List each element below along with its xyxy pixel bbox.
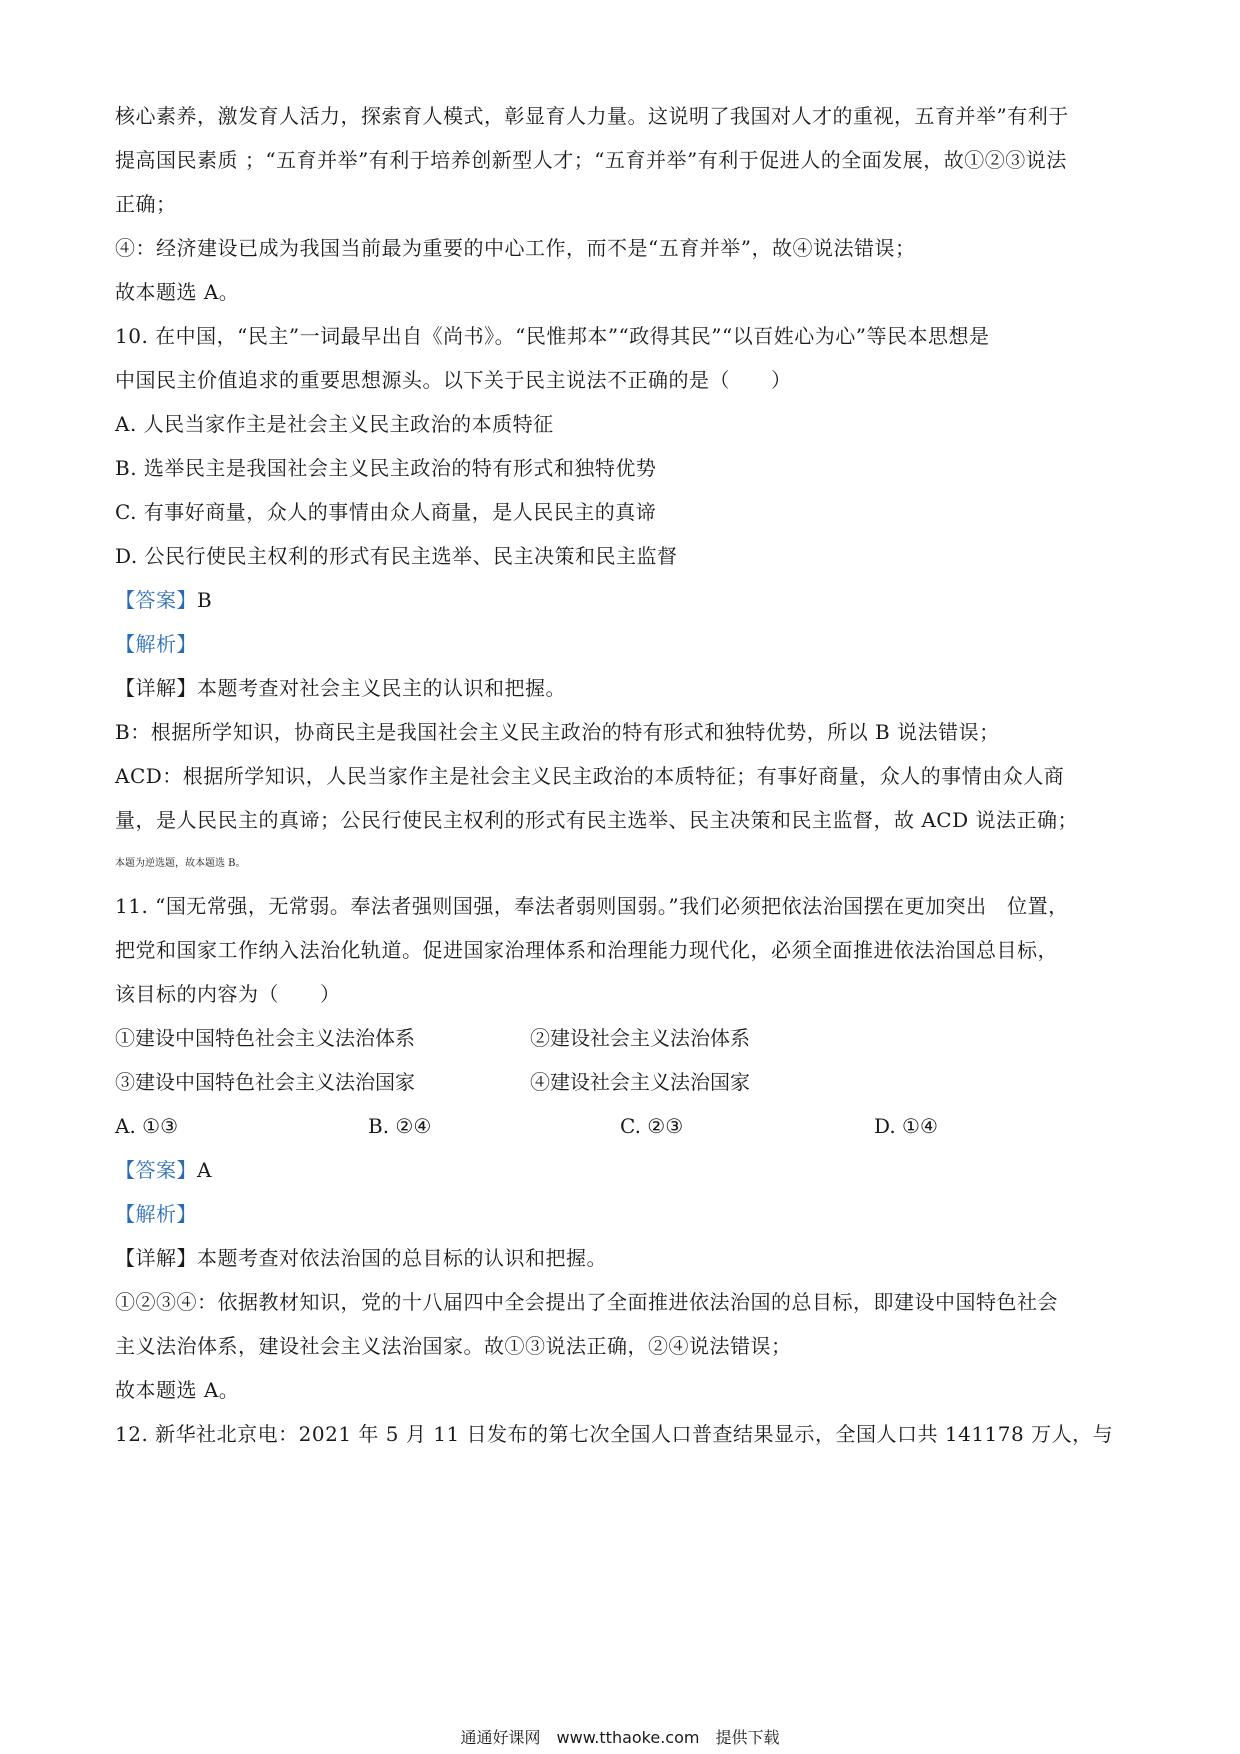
detail-text: 本题考查对依法治国的总目标的认识和把握。 (197, 1246, 607, 1270)
question-10-stem: 中国民主价值追求的重要思想源头。以下关于民主说法不正确的是（ ） (115, 368, 792, 392)
question-11-stem: 11. “国无常强，无常弱。奉法者强则国强，奉法者弱则国弱。”我们必须把依法治国摆在更加突出 位置， (115, 894, 1069, 918)
answer-tag: 【答案】 (115, 588, 197, 612)
statement-2: ②建设社会主义法治体系 (530, 1026, 750, 1050)
question-11-option-a: A. ①③ (115, 1114, 179, 1138)
detail-10 (115, 674, 566, 702)
question-11-stem: 把党和国家工作纳入法治化轨道。促进国家治理体系和治理能力现代化，必须全面推进依法治国总目标， (115, 938, 1058, 962)
explanation-line: ①②③④：依据教材知识，党的十八届四中全会提出了全面推进依法治国的总目标，即建设中国特色社会 (115, 1290, 1058, 1314)
page-footer: 通通好课网 www.tthaoke.com 提供下载 (460, 1728, 780, 1747)
question-11-stem: 该目标的内容为（ ） (115, 982, 341, 1006)
answer-11 (115, 1156, 212, 1184)
explanation-line: 量，是人民民主的真谛；公民行使民主权利的形式有民主选举、民主决策和民主监督，故 ACD 说法正确； (115, 808, 1078, 832)
detail-11 (115, 1244, 607, 1272)
question-11-option-d: D. ①④ (874, 1114, 938, 1138)
detail-text: 本题考查对社会主义民主的认识和把握。 (197, 676, 566, 700)
answer-10 (115, 586, 212, 614)
explanation-line: ACD：根据所学知识，人民当家作主是社会主义民主政治的本质特征；有事好商量，众人的事情由众人商 (115, 764, 1065, 788)
question-10-option-d: D. 公民行使民主权利的形式有民主选举、民主决策和民主监督 (115, 544, 678, 568)
explanation-line: B：根据所学知识，协商民主是我国社会主义民主政治的特有形式和独特优势，所以 B 说法错误； (115, 720, 1000, 744)
question-12-stem: 12. 新华社北京电：2021 年 5 月 11 日发布的第七次全国人口普查结果显示，全国人口共 141178 万人，与 (115, 1422, 1114, 1446)
statement-1: ①建设中国特色社会主义法治体系 (115, 1026, 415, 1050)
answer-tag: 【答案】 (115, 1158, 197, 1182)
explanation-line: 故本题选 A。 (115, 1378, 240, 1402)
answer-value: B (197, 588, 213, 612)
question-11-option-b: B. ②④ (368, 1114, 432, 1138)
explanation-line: 主义法治体系，建设社会主义法治国家。故①③说法正确，②④说法错误； (115, 1334, 792, 1358)
statement-3: ③建设中国特色社会主义法治国家 (115, 1070, 415, 1094)
question-10-option-c: C. 有事好商量，众人的事情由众人商量，是人民民主的真谛 (115, 500, 657, 524)
question-11-option-c: C. ②③ (620, 1114, 684, 1138)
detail-tag: 【详解】 (115, 1246, 197, 1270)
answer-value: A (197, 1158, 212, 1182)
text-line: 故本题选 A。 (115, 280, 240, 304)
text-line: ④：经济建设已成为我国当前最为重要的中心工作，而不是“五育并举”，故④说法错误； (115, 236, 916, 260)
text-line: 正确； (115, 192, 177, 216)
analysis-tag: 【解析】 (115, 1202, 197, 1226)
question-10-stem: 10. 在中国，“民主”一词最早出自《尚书》。“民惟邦本”“政得其民”“以百姓心为心”等民本思想是 (115, 324, 990, 348)
analysis-tag: 【解析】 (115, 632, 197, 656)
small-note: 本题为逆选题，故本题选 B。 (115, 858, 246, 869)
text-line: 提高国民素质 ；“五育并举”有利于培养创新型人才；“五育并举”有利于促进人的全面发展，故①②③说法 (115, 148, 1067, 172)
statement-4: ④建设社会主义法治国家 (530, 1070, 750, 1094)
question-10-option-b: B. 选举民主是我国社会主义民主政治的特有形式和独特优势 (115, 456, 657, 480)
detail-tag: 【详解】 (115, 676, 197, 700)
text-line: 核心素养，激发育人活力，探索育人模式，彰显育人力量。这说明了我国对人才的重视，五育并举”有利于 (115, 104, 1069, 128)
question-10-option-a: A. 人民当家作主是社会主义民主政治的本质特征 (115, 412, 554, 436)
